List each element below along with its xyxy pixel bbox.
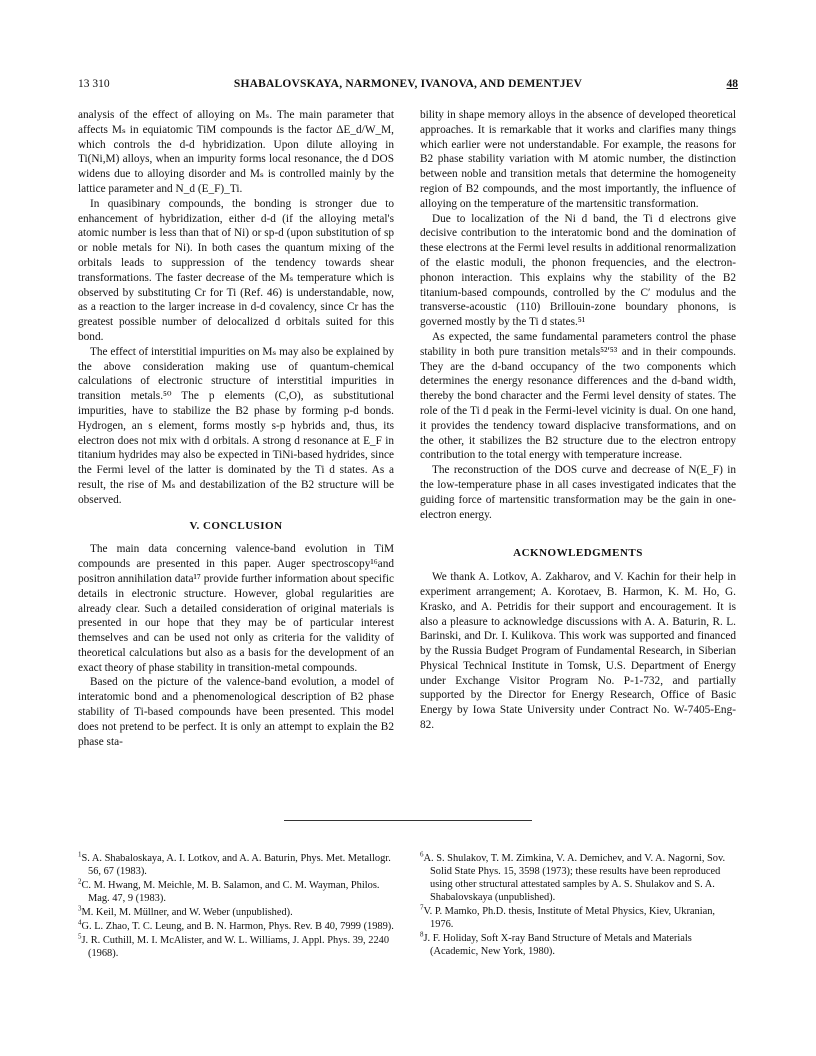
section-title: V. CONCLUSION [189, 519, 283, 532]
reference-item: $^5$J. R. Cuthill, M. I. McAlister, and W. L. Williams, J. Appl. Phys. 39, 2240 (1968). [78, 932, 390, 959]
reference-item: $^7$V. P. Mamko, Ph.D. thesis, Institute of Metal Physics, Kiev, Ukranian, 1976. [420, 903, 715, 930]
reference-item: $^8$J. F. Holiday, Soft X-ray Band Structure of Metals and Materials (Academic, New York, 1980). [420, 930, 692, 957]
page-number: 13 310 [78, 78, 110, 90]
left-column [78, 108, 394, 749]
reference-item: $^6$A. S. Shulakov, T. M. Zimkina, V. A. Demichev, and V. A. Nagorni, Sov. Solid State Phys. 15, 3598 (1973); these results have been reproduced using other structural attestated samples by A. S. Shulakov and S. A. Shabalovskaya (unpublished). [420, 850, 726, 903]
paragraph: bility in shape memory alloys in the absence of developed theoretical approaches. It is remarkable that it works and clarifies many things which earlier were not understandable. For example, the reasons for B2 phase stability variation with M atomic number, the distinction between noble and transition metals that determine the homogeneity region of B2 compounds, and the most importantly, the influence of alloying on the temperature of the martensitic transformation. [420, 109, 736, 210]
paragraph: The reconstruction of the DOS curve and decrease of N(E_F) in the low-temperature phase in all cases investigated indicates that the guiding force of martensitic transformation may be the gain in one-electron energy. [420, 464, 736, 521]
running-authors: SHABALOVSKAYA, NARMONEV, IVANOVA, AND DEMENTJEV [233, 78, 583, 90]
paragraph: As expected, the same fundamental parameters control the phase stability in both pure transition metals⁵²ʹ⁵³ and in their compounds. They are the d-band occupancy of the two components which determines the energy resonance differences and the d-band width, thereby the bond character and the Fermi level density of states. The role of the Ti d peak in the Fermi-level vicinity is dual. On one hand, it provides the tendency toward displacive transformations, and on the other, it stabilizes the B2 structure due to the electron entropy contribution to the total energy with temperature increase. [420, 330, 736, 462]
page-header [78, 78, 738, 94]
paragraph: analysis of the effect of alloying on Mₛ. The main parameter that affects Mₛ in equiatomic TiM compounds is the factor ΔE_d/W_M, which controls the d-d hybridization. Upon dilute alloying in Ti(Ni,M) alloys, when an impurity forms local resonance, the d DOS widens due to alloying disorder and Mₛ is controlled mainly by the lattice parameter and N_d (E_F)_Ti. [78, 109, 394, 195]
paragraph: Based on the picture of the valence-band evolution, a model of interatomic bond and a phenomenological description of B2 phase stability of Ti-based compounds have been presented. This model does not pretend to be perfect. It is only an attempt to explain the B2 phase sta- [78, 676, 394, 748]
paragraph: The main data concerning valence-band evolution in TiM compounds are presented in this paper. Auger spectroscopy¹⁶and positron annihilation data¹⁷ provide further information about specific details in electronic structure. However, global regularities are already clear. Such a detailed consideration of original materials is presented in our hope that they may be of particular interest themselves and can be used not only as criteria for the validity of theoretical calculations but also as a basis for the development of an exact theory of phase stability in transition-metal compounds. [78, 543, 394, 674]
paragraph: In quasibinary compounds, the bonding is stronger due to enhancement of hybridization, either d-d (if the alloying metal's atomic number is less than that of Ni) or sp-d (upon substitution of sp or noble metals for Ni). In both cases the quantum mixing of the orbitals leads to suppression of the tendency towards shear transformations. The faster decrease of the Mₛ temperature which is observed by substituting Cr for Ti (Ref. 46) is understandable, now, as a reaction to the larger increase in d-d covalency, since Cr has the greatest possible number of delocalized d orbitals suited for this bond. [78, 197, 394, 343]
footnote-divider [284, 820, 532, 821]
paragraph: The effect of interstitial impurities on Mₛ may also be explained by the above consideration making use of quantum-chemical calculations of electronic structure of interstitial impurities in transition metals.⁵⁰ The p elements (C,O), as substitutional impurities, have to stabilize the B2 phase by forming p-d bonds. Hydrogen, an s element, forms mostly s-p hybrids and, thus, its electron does not mix with d orbitals. A strong d resonance at E_F in titanium hydrides may also be expected in TiNi-based hydrides, since the Fermi level of the latter is dominated by the Ti d states. As a result, the rise of Mₛ and destabilization of the B2 structure will be observed. [78, 345, 394, 506]
acknowledgments-title: ACKNOWLEDGMENTS [513, 547, 643, 560]
acknowledgments-paragraph: We thank A. Lotkov, A. Zakharov, and V. Kachin for their help in experiment arrangement; A. Korotaev, B. Harmon, K. M. Ho, G. Krasko, and A. Petridis for their support and encouragement. It is also a pleasure to acknowledge discussions with A. A. Baturin, R. L. Barinski, and Dr. I. Kulikova. This work was supported and financed by the Russia Budget Program of Fundamental Research, in Siberian Physical Technical Institute in Tomsk, U.S. Department of Energy under Exchange Visitor Program No. P-1-732, and partially supported by the Director for Energy Research, Office of Basic Energy by Iowa State University under Contract No. W-7405-Eng-82. [420, 571, 736, 732]
references-left [78, 852, 396, 961]
volume-number: 48 [726, 78, 738, 90]
reference-item: $^2$C. M. Hwang, M. Meichle, M. B. Salamon, and C. M. Wayman, Philos. Mag. 47, 9 (1983). [78, 877, 380, 904]
right-column [420, 108, 736, 733]
references-right [420, 852, 738, 959]
paragraph: Due to localization of the Ni d band, the Ti d electrons give decisive contribution to the interatomic bond and the domination of these electrons at the Fermi level results in additional renormalization of the elastic moduli, the phonon frequencies, and the electron-phonon interaction. This explains why the stability of the B2 titanium-based compounds, controlled by the C′ modulus and the transverse-acoustic (110) Brillouin-zone boundary phonons, is governed mostly by the Ti d states.⁵¹ [420, 212, 736, 329]
reference-item: $^3$M. Keil, M. Müllner, and W. Weber (unpublished). [78, 904, 293, 918]
reference-item: $^1$S. A. Shabaloskaya, A. I. Lotkov, and A. A. Baturin, Phys. Met. Metallogr. 56, 67 (1983). [78, 850, 391, 877]
reference-item: $^4$G. L. Zhao, T. C. Leung, and B. N. Harmon, Phys. Rev. B 40, 7999 (1989). [78, 918, 394, 932]
